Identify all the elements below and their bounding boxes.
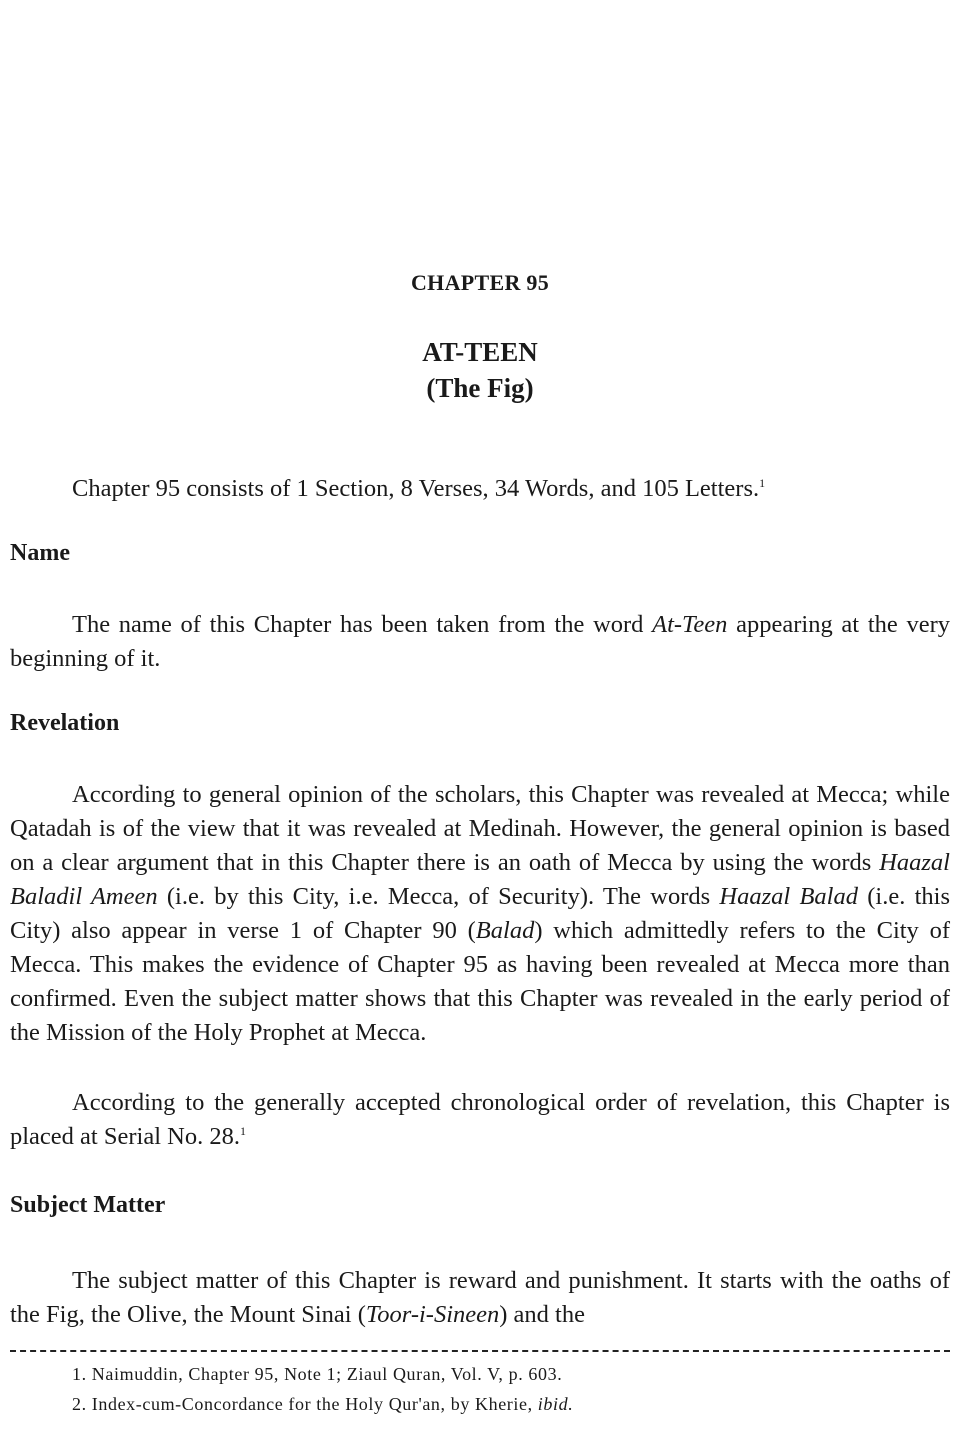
intro-text: Chapter 95 consists of 1 Section, 8 Verses, 34 Words, and 105 Letters. (72, 475, 760, 502)
revelation-paragraph-2 (10, 1086, 950, 1154)
revelation-italic-term-1: Haazal Baladil Ameen (10, 849, 950, 910)
revelation-text-4: ) which admittedly refers to the City of Mecca. This makes the evidence of Chapter 95 as having been revealed at Mecca more than confirmed. Even the subject matter shows that this Chapter was revealed in the early period of the Mission of the Holy Prophet at Mecca. (10, 917, 950, 1046)
intro-paragraph (10, 472, 950, 506)
subject-italic-term: Toor-i-Sineen (365, 1301, 500, 1328)
footnote-divider (10, 1350, 950, 1352)
revelation-text-2: (i.e. by this City, i.e. Mecca, of Security). The words (157, 883, 720, 910)
footnote-2-italic: ibid. (537, 1394, 574, 1414)
revelation-text: According to general opinion of the scholars, this Chapter was revealed at Mecca; while Qatadah is of the view that it was revealed at Medinah. However, the general opinion is based on a clear argument that in this Chapter there is an oath of Mecca by using the words (10, 781, 950, 876)
chapter-subtitle: (The Fig) (426, 373, 534, 403)
heading-subject-matter: Subject Matter (10, 1192, 166, 1218)
heading-revelation: Revelation (10, 710, 120, 736)
chapter-title: AT-TEEN (422, 337, 538, 367)
revelation-text-3: (i.e. this City) also appear in verse 1 of Chapter 90 ( (10, 883, 951, 944)
name-text-end: appearing at the very beginning of it. (10, 611, 950, 672)
revelation-paragraph-1 (10, 778, 950, 1050)
name-text: The name of this Chapter has been taken from the word (72, 611, 653, 638)
subject-text-end: ) and the (499, 1301, 585, 1328)
chapter-title-block (10, 334, 950, 406)
subject-matter-paragraph (10, 1264, 950, 1332)
revelation-italic-term-2: Haazal Balad (719, 883, 858, 910)
name-italic-term: At-Teen (652, 611, 728, 638)
chapter-number: CHAPTER 95 (410, 270, 550, 295)
footnote-ref: 1 (239, 1123, 246, 1138)
name-paragraph (10, 608, 950, 676)
footnote-1: 1. Naimuddin, Chapter 95, Note 1; Ziaul Quran, Vol. V, p. 603. (72, 1364, 563, 1384)
footnote-2-text: 2. Index-cum-Concordance for the Holy Qur'an, by Kherie, (72, 1394, 538, 1414)
revelation-italic-term-3: Balad (475, 917, 535, 944)
subject-text: The subject matter of this Chapter is reward and punishment. It starts with the oaths of the Fig, the Olive, the Mount Sinai ( (10, 1267, 950, 1328)
revelation-p2-text: According to the generally accepted chronological order of revelation, this Chapter is placed at Serial No. 28. (10, 1089, 950, 1150)
footnote-ref: 1 (759, 475, 766, 490)
footnote-2 (72, 1394, 573, 1415)
heading-name: Name (10, 540, 70, 566)
